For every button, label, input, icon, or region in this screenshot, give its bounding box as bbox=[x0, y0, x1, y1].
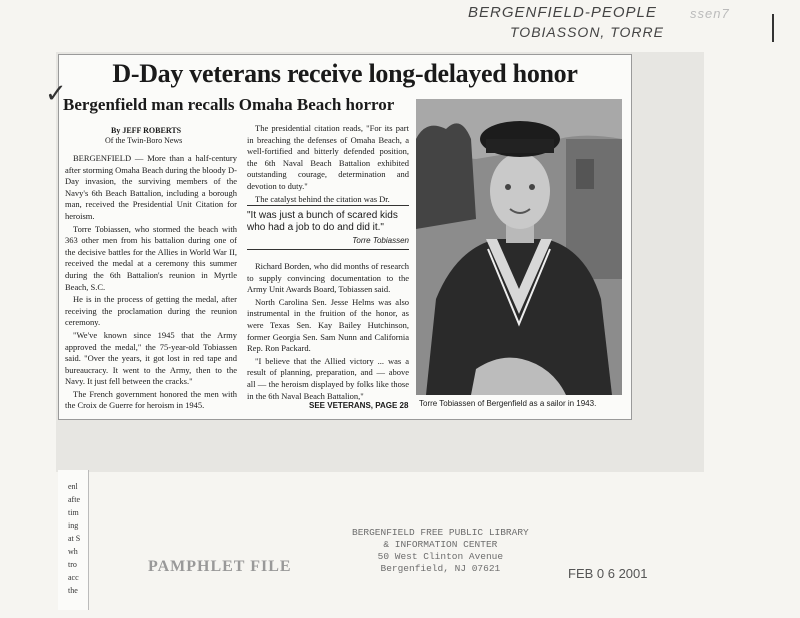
eye bbox=[505, 184, 511, 190]
paragraph: The catalyst behind the citation was Dr. bbox=[255, 193, 390, 204]
handwritten-name: TOBIASSON, TORRE bbox=[510, 24, 664, 40]
paragraph: Richard Borden, who did months of research to supply convincing documentation to the Army Unit Awards Board, Tobiassen said. bbox=[247, 261, 409, 295]
pull-quote-box bbox=[247, 205, 409, 250]
photo-caption: Torre Tobiassen of Bergenfield as a sailor in 1943. bbox=[419, 399, 597, 408]
article-column-2-bottom bbox=[247, 261, 409, 402]
fragment-line: at S bbox=[68, 534, 81, 543]
paragraph: "I believe that the Allied victory ... was a result of planning, preparation, and — above all — the heroism displayed by folks like those in the 6th Naval Beach Battalion," bbox=[247, 355, 409, 401]
newspaper-clipping bbox=[45, 54, 632, 420]
date-stamp: FEB 0 6 2001 bbox=[568, 566, 648, 581]
sailor-photo-illustration bbox=[416, 99, 622, 395]
pull-quote: "It was just a bunch of scared kids who had a job to do and did it." bbox=[247, 210, 398, 233]
paragraph: He is in the process of getting the medal, after receiving the proclamation during the reunion ceremony. bbox=[65, 294, 237, 328]
fragment-line: tro bbox=[68, 560, 77, 569]
tree bbox=[416, 123, 476, 229]
pen-mark bbox=[772, 14, 774, 42]
paragraph: "We've known since 1945 that the Army approved the medal," the 75-year-old Tobiassen said. "Over the years, it got lost in red tape and bureaucracy. It went to the Army, then to the Navy. It just fell between the cracks." bbox=[65, 329, 237, 387]
subhead: Bergenfield man recalls Omaha Beach horror bbox=[63, 95, 395, 114]
handwritten-category: BERGENFIELD-PEOPLE bbox=[468, 4, 657, 21]
fragment-line: the bbox=[68, 586, 78, 595]
fragment-line: wh bbox=[68, 547, 78, 556]
article-column-2-top bbox=[247, 123, 409, 205]
jump-line: SEE VETERANS, PAGE 28 bbox=[309, 401, 409, 410]
fragment-line: afte bbox=[68, 495, 80, 504]
library-stamp-line: BERGENFIELD FREE PUBLIC LIBRARY bbox=[352, 527, 529, 538]
eye bbox=[529, 184, 535, 190]
paragraph: BERGENFIELD — More than a half-century after storming Omaha Beach during the bloody D-Day invasion, the surviving members of the Navy's 6th Beach Battalion, including a borough man, received the Presidential Unit Citation for heroism. bbox=[65, 153, 237, 221]
library-stamp-line: & INFORMATION CENTER bbox=[383, 539, 498, 550]
checkmark-icon: ✓ bbox=[45, 79, 67, 108]
fragment-line: acc bbox=[68, 573, 79, 582]
pull-quote-attribution: Torre Tobiassen bbox=[352, 236, 409, 245]
sailor-photo bbox=[416, 99, 622, 395]
byline: By JEFF ROBERTS bbox=[111, 126, 182, 135]
pamphlet-file-stamp: PAMPHLET FILE bbox=[148, 558, 292, 575]
byline-org: Of the Twin-Boro News bbox=[105, 136, 183, 145]
handwritten-ghost-text: ssen7 bbox=[690, 6, 730, 21]
headline: D-Day veterans receive long-delayed honor bbox=[112, 59, 578, 88]
lower-clipping-fragment bbox=[58, 470, 89, 610]
window bbox=[576, 159, 594, 189]
fragment-line: enl bbox=[68, 482, 78, 491]
article-column-1 bbox=[65, 153, 237, 412]
paragraph: The presidential citation reads, "For its part in breaching the defenses of Omaha Beach, a well-fortified and bitterly defended position, the 6th Naval Beach Battalion exhibited outstanding courage, determination and devotion to duty." bbox=[247, 123, 409, 191]
fragment-line: ing bbox=[68, 521, 79, 530]
face bbox=[490, 153, 550, 229]
library-stamp-line: Bergenfield, NJ 07621 bbox=[380, 563, 501, 574]
paragraph: North Carolina Sen. Jesse Helms was also instrumental in the fruition of the honor, as were Texas Sen. Kay Bailey Hutchinson, former Georgia Sen. Sam Nunn and California Rep. Ron Packard. bbox=[247, 296, 409, 354]
library-stamp bbox=[352, 527, 529, 575]
paragraph: The French government honored the men with the Croix de Guerre for heroism in 1945. bbox=[65, 388, 237, 411]
fragment-line: tim bbox=[68, 508, 79, 517]
paragraph: Torre Tobiassen, who stormed the beach with 363 other men from his battalion during one of the decisive battles for the Allies in World War II, received the medal at a ceremony this summer during the 6th Battalion's reunion in Myrtle Beach, S.C. bbox=[65, 223, 237, 292]
library-stamp-line: 50 West Clinton Avenue bbox=[377, 551, 504, 562]
cap-band bbox=[486, 139, 554, 153]
